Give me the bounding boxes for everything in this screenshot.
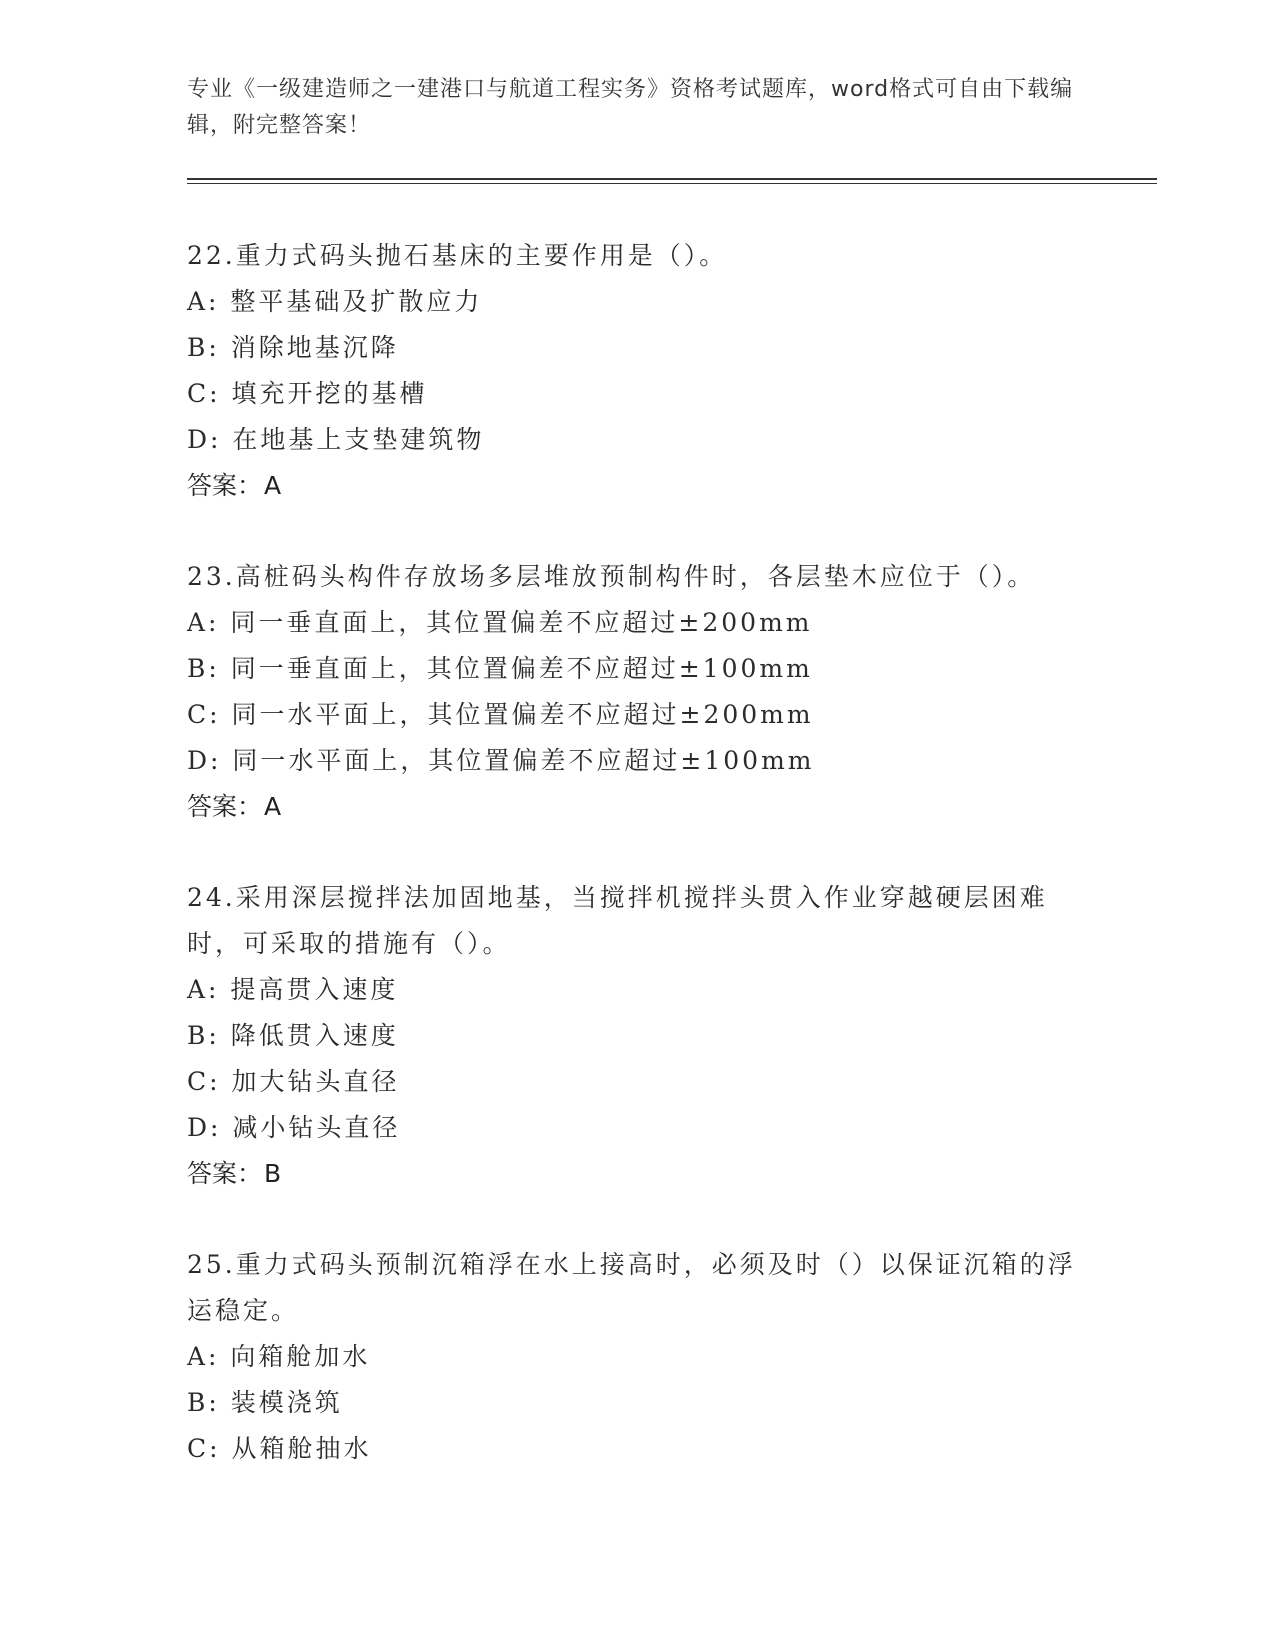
option-c: C: 同一水平面上，其位置偏差不应超过±200mm xyxy=(187,700,814,729)
option-a: A: 向箱舱加水 xyxy=(187,1342,371,1371)
option-a: A: 同一垂直面上，其位置偏差不应超过±200mm xyxy=(187,608,813,637)
answer-label: 答案： xyxy=(187,1159,263,1188)
option-c: C: 加大钻头直径 xyxy=(187,1067,400,1096)
answer-line xyxy=(187,1151,1087,1197)
question-stem: 22.重力式码头抛石基床的主要作用是（）。 xyxy=(187,241,728,270)
option-d: D: 同一水平面上，其位置偏差不应超过±100mm xyxy=(187,746,815,775)
question-stem: 25.重力式码头预制沉箱浮在水上接高时，必须及时（）以保证沉箱的浮运稳定。 xyxy=(187,1250,1076,1325)
question-24 xyxy=(187,875,1087,1197)
header-divider xyxy=(187,178,1157,180)
answer-value: A xyxy=(264,792,282,821)
question-22 xyxy=(187,233,1087,509)
answer-label: 答案： xyxy=(187,792,263,821)
document-header xyxy=(187,72,1087,144)
option-a: A: 整平基础及扩散应力 xyxy=(187,287,483,316)
option-b: B: 降低贯入速度 xyxy=(187,1021,399,1050)
answer-value: B xyxy=(264,1159,282,1188)
answer-line xyxy=(187,463,1087,509)
question-25 xyxy=(187,1242,1087,1472)
option-b: B: 装模浇筑 xyxy=(187,1388,343,1417)
question-list xyxy=(187,233,1087,1517)
answer-line xyxy=(187,784,1087,830)
header-divider-thin xyxy=(187,183,1157,184)
option-b: B: 消除地基沉降 xyxy=(187,333,399,362)
option-b: B: 同一垂直面上，其位置偏差不应超过±100mm xyxy=(187,654,813,683)
option-c: C: 从箱舱抽水 xyxy=(187,1434,372,1463)
option-d: D: 减小钻头直径 xyxy=(187,1113,401,1142)
question-stem: 24.采用深层搅拌法加固地基，当搅拌机搅拌头贯入作业穿越硬层困难时，可采取的措施有（）。 xyxy=(187,883,1048,958)
question-stem: 23.高桩码头构件存放场多层堆放预制构件时，各层垫木应位于（）。 xyxy=(187,562,1036,591)
question-23 xyxy=(187,554,1087,830)
option-c: C: 填充开挖的基槽 xyxy=(187,379,428,408)
option-a: A: 提高贯入速度 xyxy=(187,975,399,1004)
answer-value: A xyxy=(264,471,282,500)
option-d: D: 在地基上支垫建筑物 xyxy=(187,425,485,454)
header-text: 专业《一级建造师之一建港口与航道工程实务》资格考试题库，word格式可自由下载编辑，附完整答案！ xyxy=(187,77,1074,138)
answer-label: 答案： xyxy=(187,471,263,500)
